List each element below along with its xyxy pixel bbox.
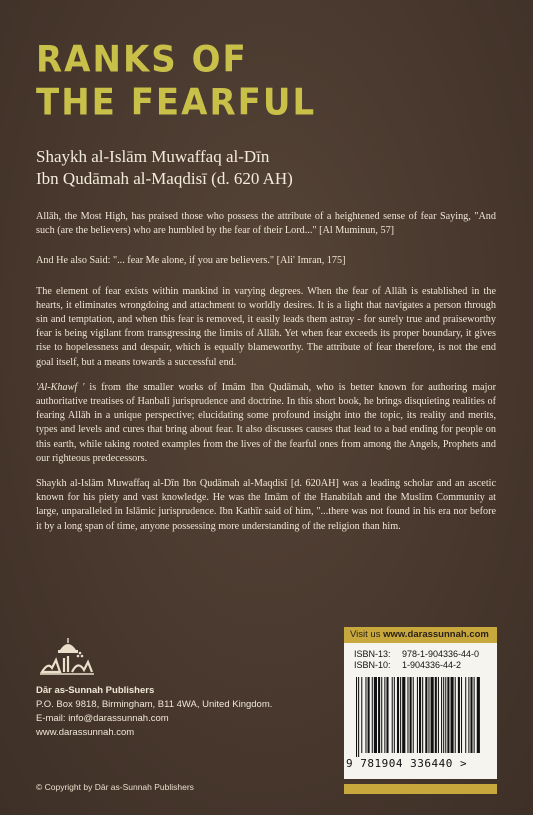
isbn10-label: ISBN-10: [354, 660, 391, 670]
blurb-paragraph-4 [36, 381, 496, 466]
publisher-email: E-mail: info@darassunnah.com [36, 713, 169, 724]
book-arabic-title: 'Al-Khawf ' [36, 381, 85, 393]
isbn-lines [354, 649, 479, 671]
author-line-1: Shaykh al-Islām Muwaffaq al-Dīn [36, 147, 270, 166]
isbn-box [344, 643, 497, 779]
blurb-paragraph-1: Allāh, the Most High, has praised those who possess the attribute of a heightened sense of fear Saying, "And such (are the believers) who are humbled by the fear of their Lord..." [Al Muminun, 57] [36, 211, 496, 237]
publisher-name: Dār as-Sunnah Publishers [36, 685, 155, 696]
title-line-1: RANKS OF [36, 38, 248, 82]
isbn13-label: ISBN-13: [354, 649, 391, 659]
barcode-digits: 9 781904 336440 > [346, 757, 468, 770]
copyright-notice: © Copyright by Dār as-Sunnah Publishers [36, 782, 194, 792]
publisher-address: P.O. Box 9818, Birmingham, B11 4WA, United Kingdom. [36, 699, 273, 710]
book-title [36, 38, 316, 124]
publisher-info [36, 684, 272, 740]
barcode-panel [344, 627, 497, 789]
author-line-2: Ibn Qudāmah al-Maqdisī (d. 620 AH) [36, 169, 293, 188]
blurb-paragraph-2: And He also Said: "... fear Me alone, if you are believers." [Ali' Imran, 175] [36, 255, 346, 267]
blurb-paragraph-5: Shaykh al-Islām Muwaffaq al-Dīn Ibn Qudāmah al-Maqdisī [d. 620AH] was a leading scholar and an ascetic known for his piety and vast knowledge. He was the Imām of the Hanabilah and the Muslim Community at large, unparalleled in Islāmic jurisprudence. Ibn Kathīr said of him, "...there was not found in his era nor before it by a long span of time, anyone possessing more understanding of the religion than him. [36, 478, 496, 532]
publisher-logo-icon [38, 636, 98, 678]
blurb-paragraph-4-text: is from the smaller works of Imām Ibn Qudāmah, who is better known for authoring major authoritative treatises of Hanbali jurisprudence and doctrine. In this short book, he brings disquieting realities of fearing Allāh in a unique perspective; elucidating some profound insight into the topic, its reality and merits, types and levels and cures that bring about fear. It also discusses causes that lead to a bad ending for people on this earth, while taking rooted examples from the lives of the fearful ones from among the Angels, Prophets and our righteous predecessors. [36, 381, 496, 464]
barcode-footer-tab [344, 784, 497, 794]
isbn13-value: 978-1-904336-44-0 [402, 649, 480, 659]
author-block [36, 146, 293, 190]
isbn10-value: 1-904336-44-2 [402, 660, 462, 670]
blurb [36, 210, 496, 545]
title-line-2: THE FEARFUL [36, 81, 317, 125]
visit-url: www.darassunnah.com [383, 629, 489, 640]
visit-prefix: Visit us [350, 629, 384, 640]
visit-banner [344, 627, 497, 643]
publisher-website: www.darassunnah.com [36, 727, 135, 738]
blurb-paragraph-3: The element of fear exists within mankind in varying degrees. When the fear of Allāh is established in the hearts, it eliminates wrongdoing and attachment to worldly desires. It is a light that navigates a person through sin and temptation, and when this fear is removed, it easily leads them astray - for surely true and praiseworthy fear is being vigilant from transgressing the limits of Allāh. Yet when fear exceeds its proper boundary, it gives rise to hopelessness and despair, which is equally blameworthy. The attribute of fear therefore, is not the end goal itself, but a means towards a successful end. [36, 285, 496, 368]
barcode-icon [356, 677, 484, 757]
